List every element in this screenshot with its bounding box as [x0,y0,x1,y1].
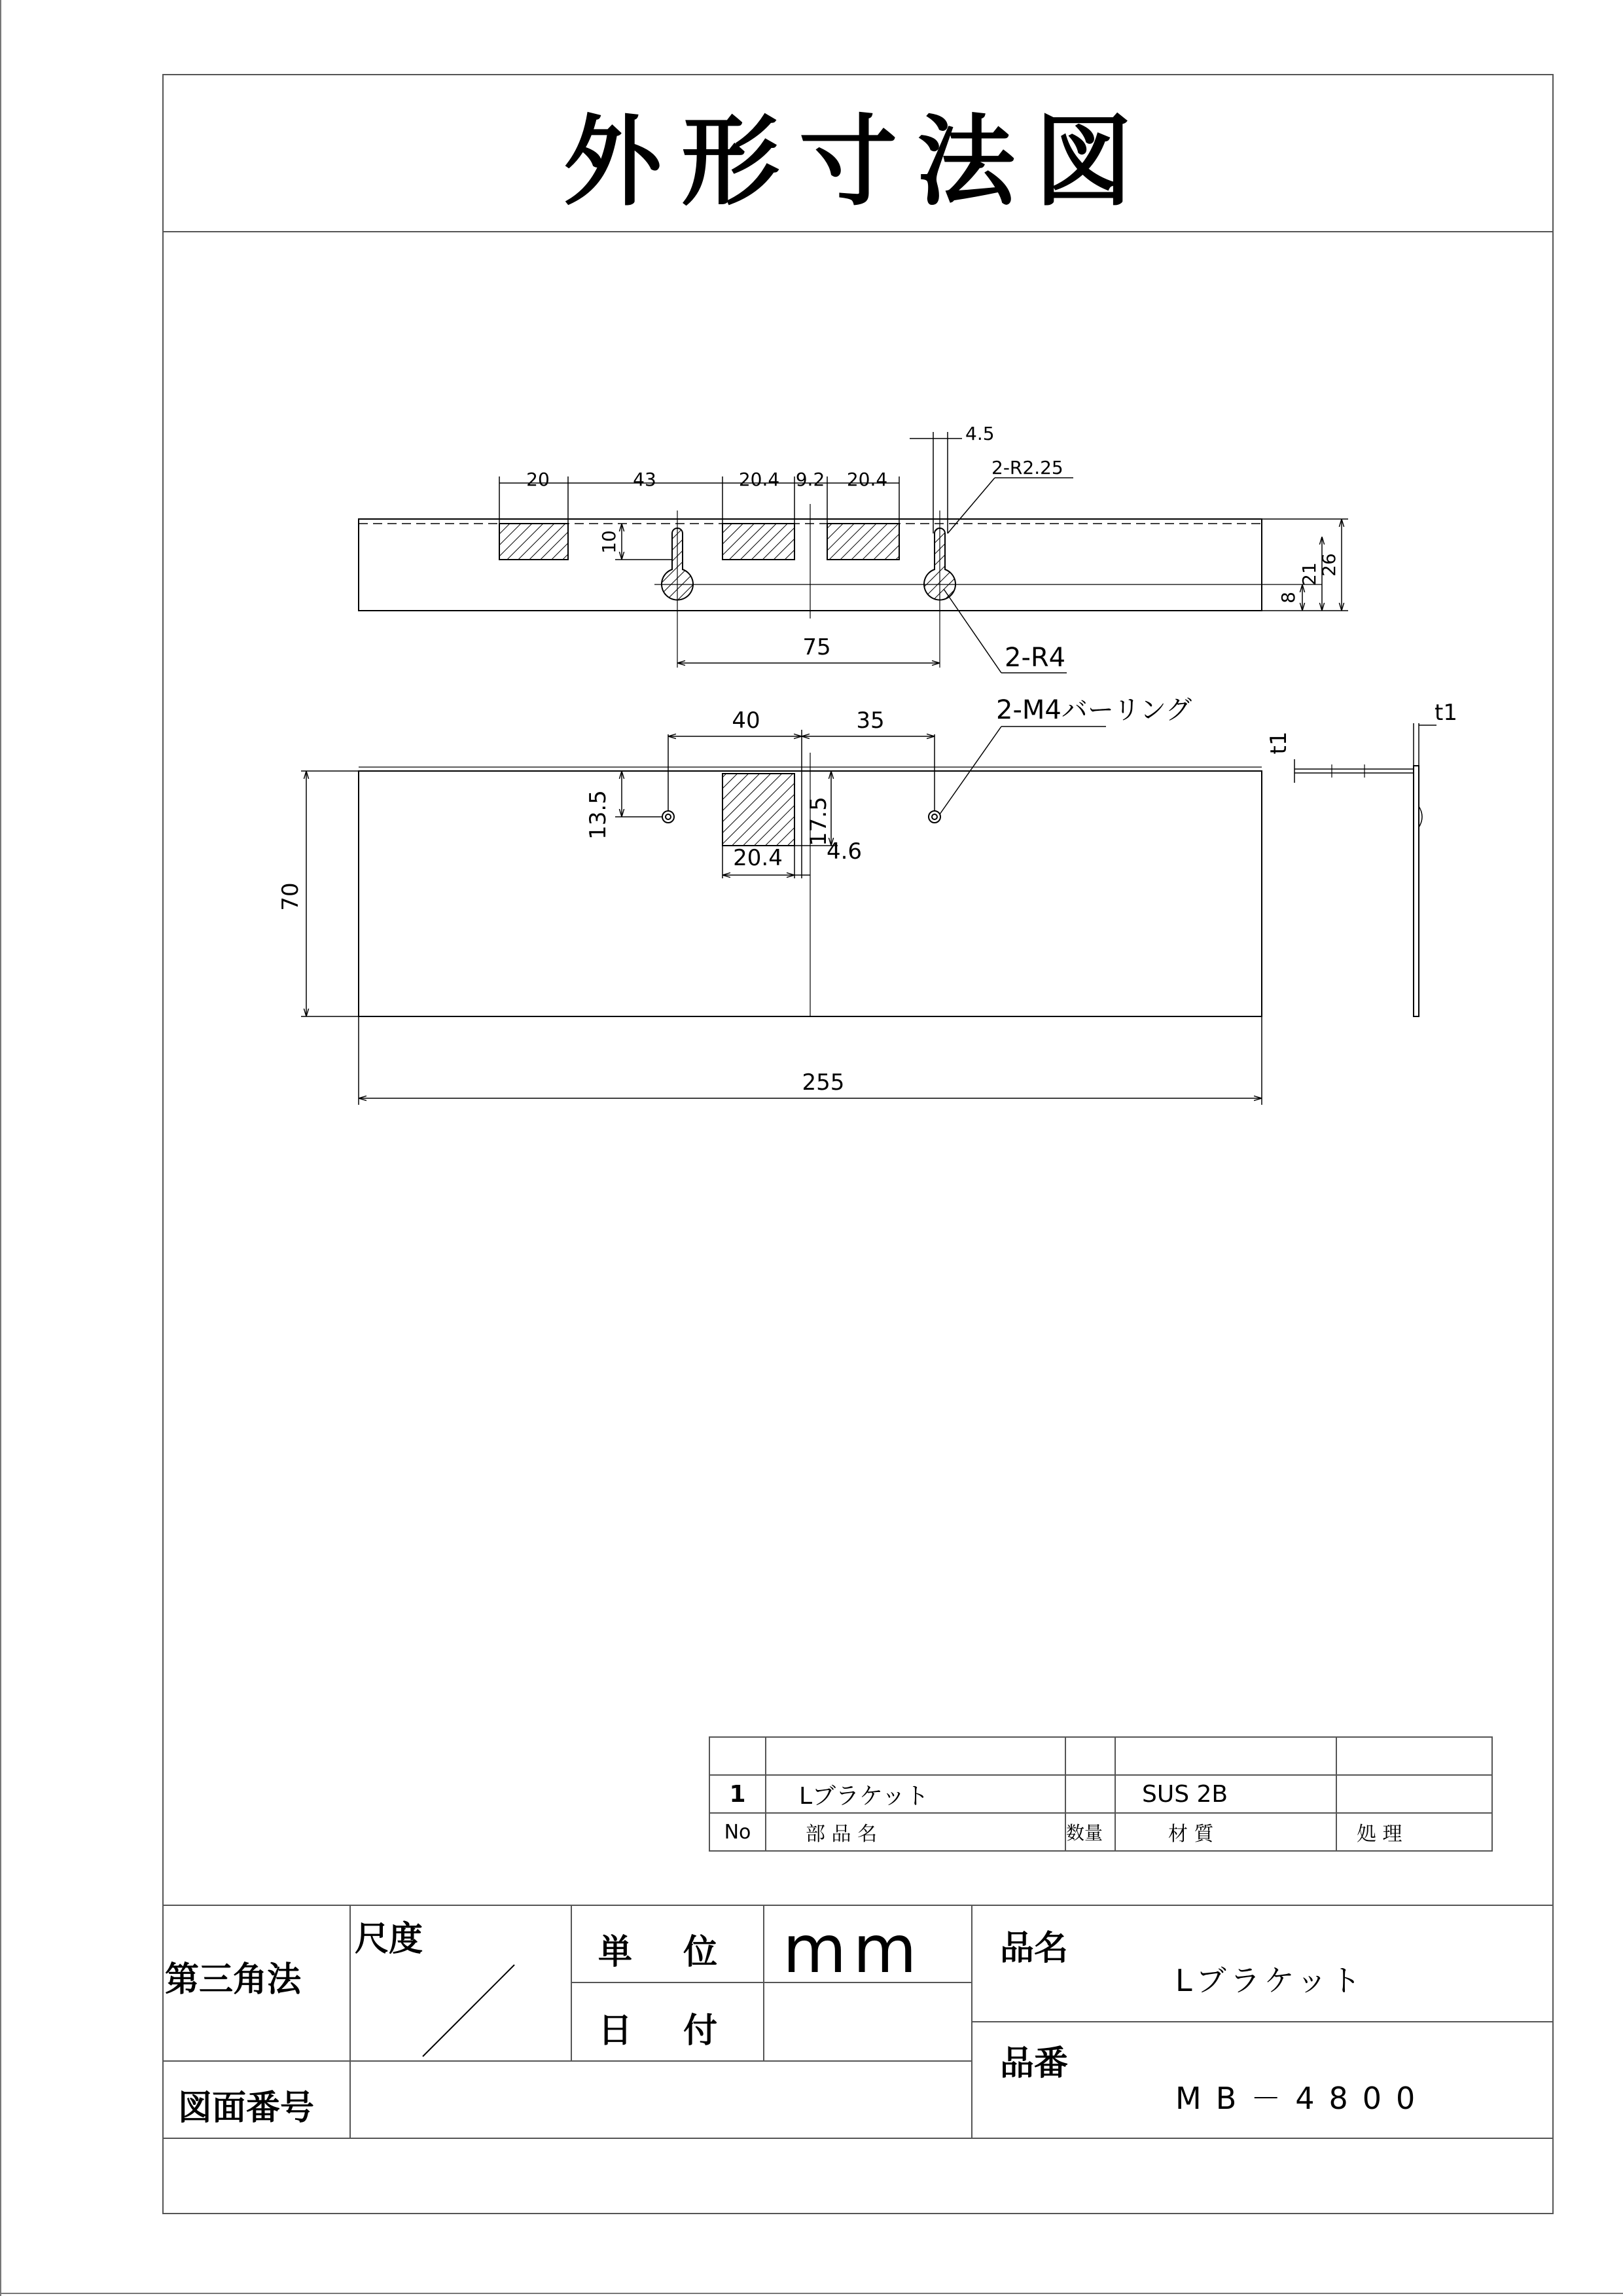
burring-hole-left [662,811,674,823]
product-no-value: MB－4800 [1175,2081,1430,2116]
dim-13-5: 13.5 [585,790,611,840]
product-name-label: 品名 [1000,1929,1069,1968]
side-view [1294,764,1422,1016]
unit-label: 単 位 [598,1933,738,1972]
unit-value: mm [783,1911,923,1988]
side-view-dimension-text [1266,700,1457,754]
dim-20: 20 [526,469,550,490]
hatch-area-1 [499,524,568,560]
header-qty: 数量 [1065,1813,1115,1851]
front-view [359,753,1262,1016]
product-no-cell [971,2021,1554,2139]
dim-20-4-b: 20.4 [846,469,888,490]
dim-10: 10 [598,530,620,554]
scale-cell [349,1905,572,2062]
title-block [162,1905,1554,2214]
burring-hole-right [929,811,940,823]
header-name: 部 品 名 [766,1813,1065,1851]
parts-cell-treatment [1336,1737,1492,1775]
dim-4-6: 4.6 [826,838,863,865]
drawing-no-value-cell [349,2060,972,2139]
header-no: No [709,1813,766,1851]
burring-hole-right-inner [932,814,937,819]
product-no-label: 品番 [1000,2044,1069,2083]
dim-t1-horizontal: t1 [1435,700,1457,726]
unit-label-cell [571,1905,764,1983]
hatch-area-3 [827,524,899,560]
side-view-dimensions [1294,723,1436,783]
scale-label: 尺度 [355,1920,423,1959]
dim-20-4-a: 20.4 [738,469,780,490]
parts-row-1 [709,1775,1492,1813]
parts-cell-treatment [1336,1775,1492,1813]
dim-t1-vertical: t1 [1266,731,1292,755]
hatch-area-front [722,774,794,846]
parts-cell-name: Lブラケット [766,1775,1065,1813]
parts-cell-qty [1065,1737,1115,1775]
parts-list-table [709,1736,1493,1852]
burring-hole-left-inner [666,814,671,819]
top-view [359,504,1322,668]
callout-r4: 2-R4 [1005,643,1066,673]
bottom-empty-row [162,2138,1554,2214]
unit-value-cell [763,1905,972,1988]
hatch-area-2 [722,524,794,560]
parts-cell-qty [1065,1775,1115,1813]
dim-8: 8 [1277,592,1299,603]
top-view-dimensions [499,432,1348,673]
dim-40: 40 [732,708,760,734]
drawing-no-label-cell [162,2060,351,2139]
parts-cell-name [766,1737,1065,1775]
drawing-title: 外形寸法図 [563,105,1152,219]
dim-75: 75 [802,634,831,660]
parts-cell-material [1115,1737,1336,1775]
date-label-cell [571,1982,764,2062]
date-value-cell [763,1982,972,2062]
dim-255: 255 [802,1069,845,1096]
dim-20-4-front: 20.4 [733,845,783,871]
callout-r2-25: 2-R2.25 [991,457,1063,478]
side-view-plate [1414,766,1419,1016]
dim-26: 26 [1318,553,1340,577]
drawing-no-label: 図面番号 [178,2089,315,2128]
dim-17-5: 17.5 [806,797,832,846]
projection-label: 第三角法 [165,1960,302,2000]
parts-cell-no: 1 [709,1775,766,1813]
callout-m4-burring: 2-M4バーリング [996,695,1192,725]
dim-4-5: 4.5 [965,423,995,444]
dim-35: 35 [856,708,885,734]
header-treatment: 処 理 [1336,1813,1492,1851]
dim-70: 70 [277,882,304,911]
projection-cell [162,1905,351,2062]
dim-43: 43 [633,469,656,490]
parts-cell-no [709,1737,766,1775]
parts-header-row [709,1813,1492,1851]
scale-slash [351,1906,573,2063]
product-name-value: Lブラケット [1175,1963,1365,1998]
header-material: 材 質 [1115,1813,1336,1851]
parts-cell-material: SUS 2B [1115,1775,1336,1813]
date-label: 日 付 [598,2011,738,2051]
parts-row-empty [709,1737,1492,1775]
dim-21: 21 [1298,562,1320,586]
front-view-dimension-text [277,695,1192,1096]
product-name-cell [971,1905,1554,2022]
dim-9-2: 9.2 [795,469,825,490]
